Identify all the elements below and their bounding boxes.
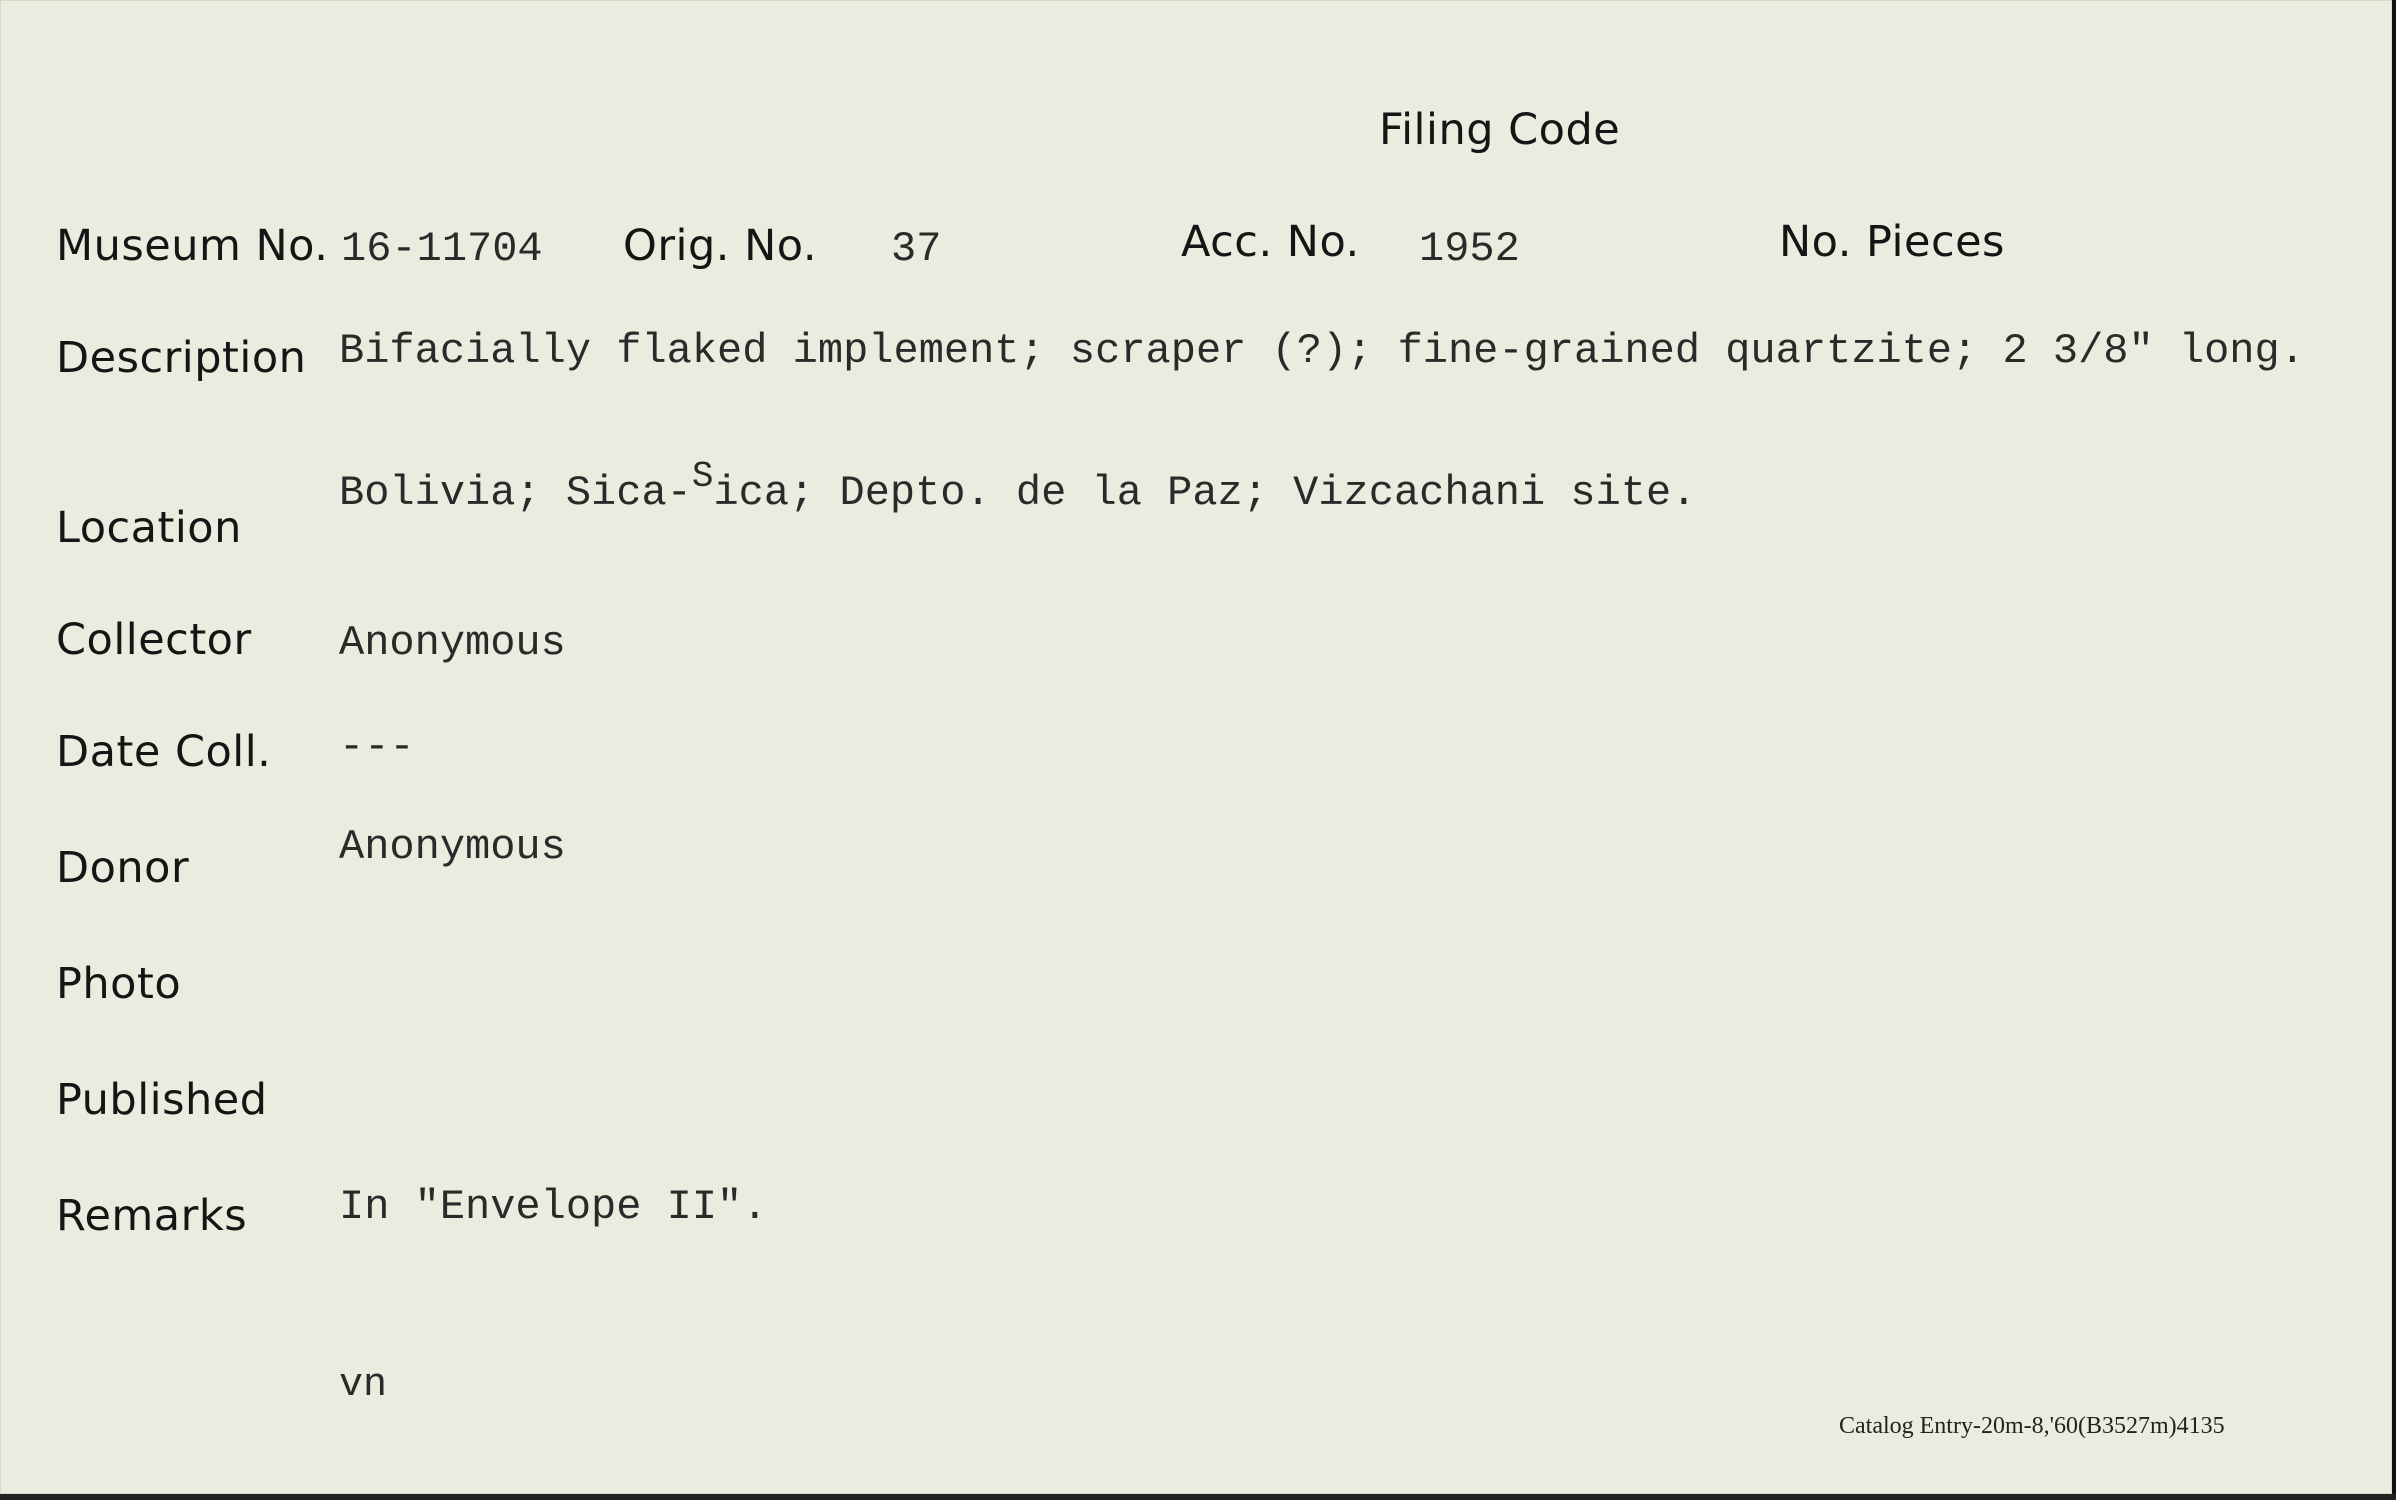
date-coll-value: --- [339, 723, 415, 771]
remarks-value: In "Envelope II". [339, 1183, 768, 1231]
collector-value: Anonymous [339, 619, 566, 667]
published-label: Published [56, 1075, 268, 1125]
remarks-label: Remarks [56, 1191, 248, 1241]
description-label: Description [56, 333, 307, 383]
orig-no-value: 37 [891, 225, 942, 273]
orig-no-label: Orig. No. [623, 221, 817, 271]
museum-no-label: Museum No. [56, 221, 329, 271]
scan-edge-right [2392, 0, 2396, 1500]
photo-label: Photo [56, 959, 182, 1009]
location-value [339, 456, 1697, 517]
acc-no-value: 1952 [1419, 225, 1520, 273]
location-label: Location [56, 503, 242, 553]
no-pieces-label: No. Pieces [1779, 217, 2005, 267]
description-value: Bifacially flaked implement; scraper (?); fine-grained quartzite; 2 3/8" long. [339, 327, 2305, 375]
date-coll-label: Date Coll. [56, 727, 272, 777]
museum-no-value: 16-11704 [341, 225, 543, 273]
location-value-superscript: S [691, 456, 714, 497]
filing-code-label: Filing Code [1379, 105, 1621, 155]
donor-value: Anonymous [339, 823, 566, 871]
acc-no-label: Acc. No. [1181, 217, 1360, 267]
cataloger-initials: vn [339, 1363, 388, 1408]
donor-label: Donor [56, 843, 190, 893]
collector-label: Collector [56, 615, 252, 665]
scan-edge-bottom [0, 1494, 2396, 1500]
catalog-entry-footer: Catalog Entry-20m-8,'60(B3527m)4135 [1839, 1413, 2225, 1439]
location-value-part1: Bolivia; Sica- [339, 469, 692, 517]
location-value-part2: ica; Depto. de la Paz; Vizcachani site. [713, 469, 1697, 517]
